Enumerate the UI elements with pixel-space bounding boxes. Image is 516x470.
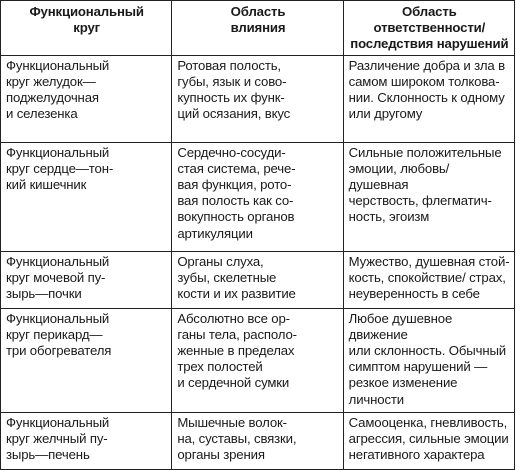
header-row: [1, 1, 515, 56]
cell-responsibility: Мужество, душевная стой- кость, спокойствие/ страх, неуверенность в себе: [343, 251, 514, 308]
cell-circle: Функциональный круг желчный пу- зырь—печень: [1, 412, 172, 469]
cell-responsibility: Сильные положительные эмоции, любовь/ душевная черствость, флегматич- ность, эгоизм: [343, 142, 514, 251]
cell-influence: Абсолютно все ор- ганы тела, располо- женные в пределах трех полостей и сердечной сумки: [172, 308, 343, 412]
cell-circle: Функциональный круг желудок— поджелудочная и селезенка: [1, 55, 172, 142]
table-header: [1, 1, 515, 56]
cell-influence: Сердечно-сосуди- стая система, рече- вая функция, рото- вая полость как со- вокупность органов артикуляции: [172, 142, 343, 251]
cell-influence: Ротовая полость, губы, язык и сово- купность их функ- ций осязания, вкус: [172, 55, 343, 142]
table-row: [1, 251, 515, 308]
cell-responsibility: Любое душевное движение или склонность. Обычный симптом нарушений — резкое изменение личности: [343, 308, 514, 412]
cell-influence: Органы слуха, зубы, скелетные кости и их развитие: [172, 251, 343, 308]
table-row: [1, 142, 515, 251]
cell-circle: Функциональный круг сердце—тон- кий кишечник: [1, 142, 172, 251]
header-circle: Функциональный круг: [1, 1, 172, 56]
table-row: [1, 412, 515, 469]
cell-circle: Функциональный круг мочевой пу- зырь—почки: [1, 251, 172, 308]
header-influence: Область влияния: [172, 1, 343, 56]
table-body: [1, 55, 515, 469]
cell-responsibility: Самооценка, гневливость, агрессия, сильные эмоции негативного характера: [343, 412, 514, 469]
cell-influence: Мышечные волок- на, суставы, связки, органы зрения: [172, 412, 343, 469]
table-row: [1, 55, 515, 142]
cell-circle: Функциональный круг перикард— три обогревателя: [1, 308, 172, 412]
table-row: [1, 308, 515, 412]
cell-responsibility: Различение добра и зла в самом широком толкова- нии. Склонность к одному или другому: [343, 55, 514, 142]
header-responsibility: Область ответственности/ последствия нарушений: [343, 1, 514, 56]
